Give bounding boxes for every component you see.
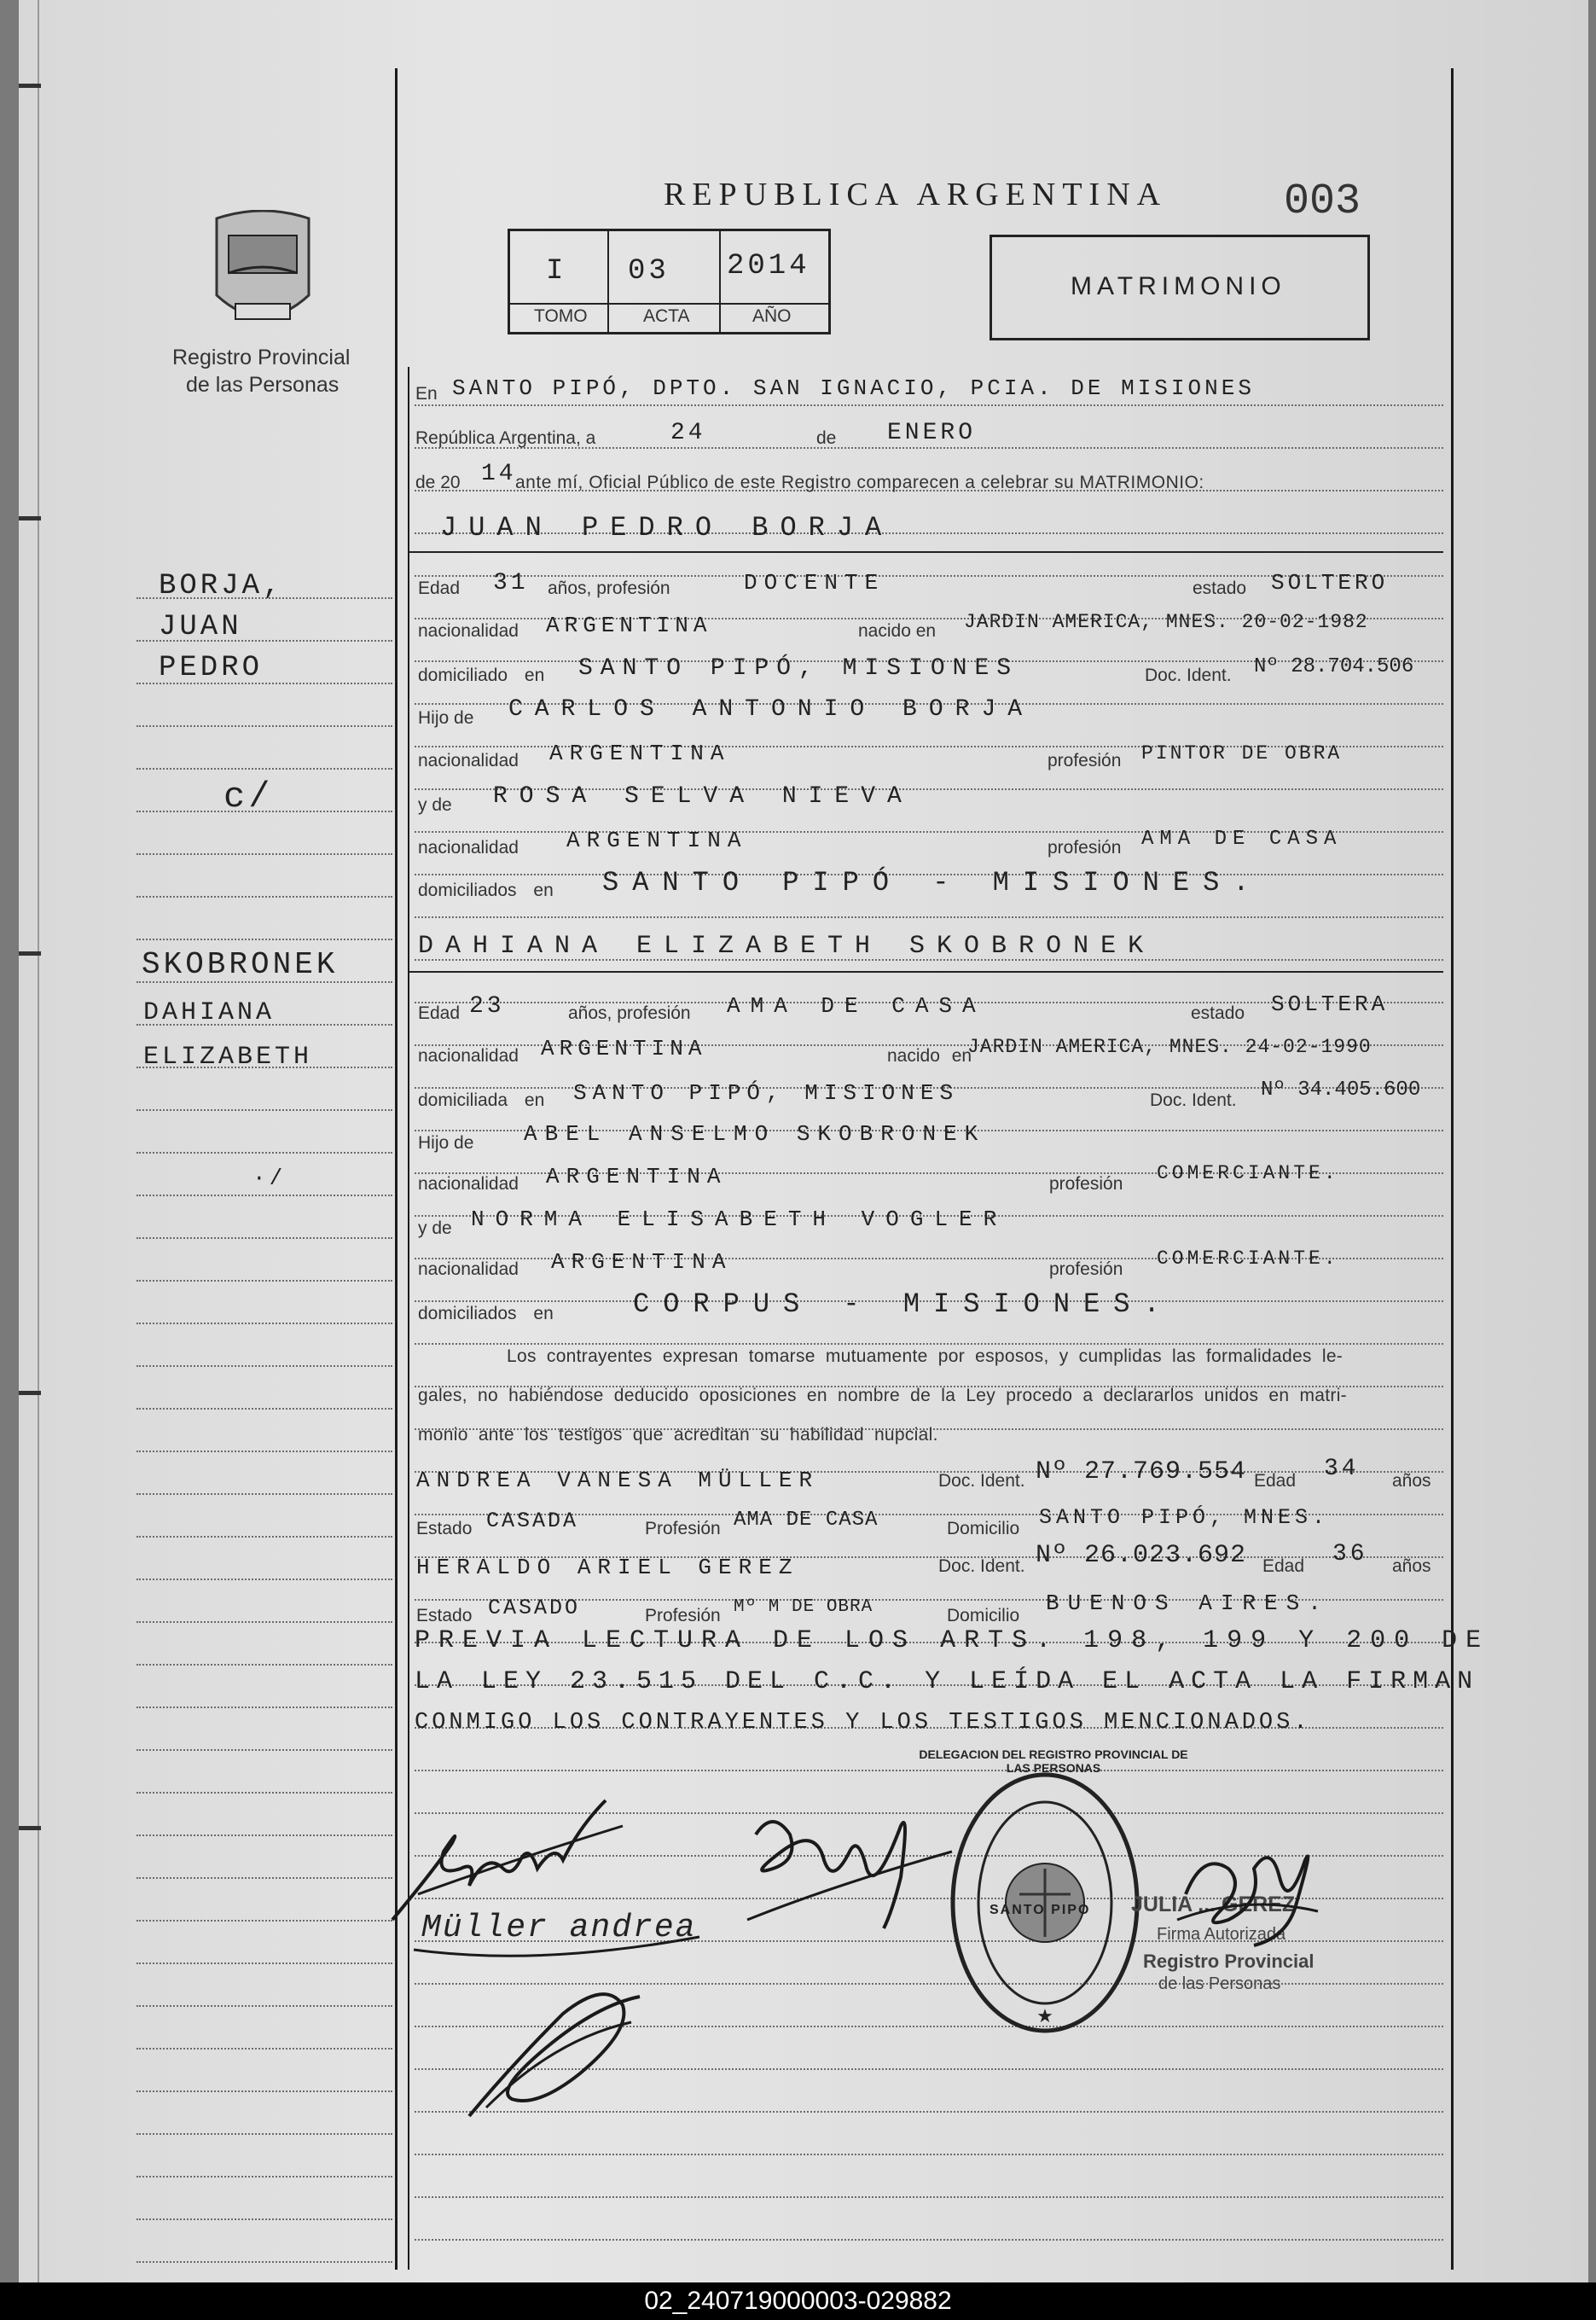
signature-underline-icon [409, 1928, 708, 1971]
acta-type-box [990, 235, 1370, 340]
registry-name-line2: de las Personas [186, 373, 340, 397]
margin-groom-name1: JUAN [159, 611, 242, 643]
groom-parents-domicile: SANTO PIPÓ - MISIONES. [602, 867, 1263, 898]
margin-bride-name2: ELIZABETH [143, 1043, 313, 1072]
groom-mother-nationality: ARGENTINA [566, 828, 748, 853]
section-divider [409, 971, 1443, 973]
closing-line1: PREVIA LECTURA DE LOS ARTS. 198, 199 Y 200 DE [415, 1626, 1490, 1655]
registry-name-line1: Registro Provincial [172, 346, 351, 369]
bride-mother-prof-label: profesión [1049, 1259, 1123, 1279]
bride-mother: NORMA ELISABETH VOGLER [471, 1207, 1008, 1232]
bride-anos-prof-label: años, profesión [568, 1003, 691, 1023]
marriage-year: 14 [481, 461, 517, 487]
groom-mother-nac-label: nacionalidad [418, 838, 519, 858]
margin-rule [136, 1323, 392, 1324]
witness1-domicile: SANTO PIPÓ, MNES. [1039, 1505, 1330, 1530]
en-label: En [415, 384, 438, 404]
margin-groom-surname: BORJA, [159, 570, 284, 602]
groom-fullname: JUAN PEDRO BORJA [440, 512, 894, 544]
bride-father: ABEL ANSELMO SKOBRONEK [524, 1121, 986, 1147]
groom-anos-prof-label: años, profesión [548, 579, 670, 598]
marriage-month: ENERO [887, 420, 977, 446]
binding-hole [19, 951, 41, 956]
margin-rule [136, 2090, 392, 2092]
binding-hole [19, 84, 41, 88]
margin-groom-name2: PEDRO [159, 652, 264, 684]
section-divider [409, 551, 1443, 553]
witness1-prof-label: Profesión [645, 1519, 721, 1538]
witness1-doc: Nº 27.769.554 [1036, 1457, 1247, 1486]
witness2-name: HERALDO ARIEL GEREZ [416, 1555, 799, 1580]
witness1-edad-label: Edad [1254, 1471, 1297, 1491]
groom-yde-label: y de [418, 795, 452, 815]
groom-father-profession: PINTOR DE OBRA [1141, 742, 1343, 765]
margin-rule [136, 1920, 392, 1922]
margin-rule [136, 2218, 392, 2220]
bride-doc-label: Doc. Ident. [1150, 1090, 1237, 1110]
bride-father-nac-label: nacionalidad [418, 1174, 519, 1194]
witness2-edad-label: Edad [1262, 1556, 1305, 1576]
groom-age: 31 [493, 570, 529, 596]
margin-rule [136, 1451, 392, 1452]
margin-rule [136, 1962, 392, 1964]
bride-dom-label: domiciliada en [418, 1090, 545, 1110]
groom-hijo-label: Hijo de [418, 708, 474, 728]
witness2-doc-label: Doc. Ident. [938, 1556, 1025, 1576]
second-witness-signature-icon [461, 1980, 657, 2125]
margin-bride-surname: SKOBRONEK [142, 947, 339, 982]
bride-profession: AMA DE CASA [727, 993, 986, 1019]
bride-nac-label: nacionalidad [418, 1046, 519, 1066]
witness1-dom-label: Domicilio [947, 1519, 1020, 1538]
bride-parents-domicile: CORPUS - MISIONES. [633, 1288, 1174, 1320]
ano-label: AÑO [752, 306, 792, 326]
witness2-age: 36 [1332, 1541, 1368, 1567]
bride-father-profession: COMERCIANTE. [1157, 1162, 1339, 1184]
ano-value: 2014 [727, 250, 810, 282]
witness1-doc-label: Doc. Ident. [938, 1471, 1025, 1491]
margin-rule [136, 1024, 392, 1026]
margin-rule [136, 939, 392, 940]
margin-rule [136, 1792, 392, 1794]
bride-mother-nationality: ARGENTINA [551, 1249, 733, 1275]
margin-rule [136, 1536, 392, 1538]
bride-age: 23 [469, 993, 505, 1020]
acta-type: MATRIMONIO [1071, 272, 1286, 300]
margin-rule [136, 640, 392, 642]
groom-edad-label: Edad [418, 579, 461, 598]
witness2-anos-label: años [1392, 1556, 1431, 1576]
binding-hole [19, 516, 41, 520]
bride-signature-icon [739, 1800, 961, 1937]
margin-rule [136, 1877, 392, 1879]
margin-rule [136, 683, 392, 684]
bride-estado-label: estado [1191, 1003, 1245, 1023]
legal-text-line1: Los contrayentes expresan tomarse mutuamente por esposos, y cumplidas las formalidades le- [507, 1346, 1344, 1366]
margin-mark: ·/ [252, 1166, 287, 1191]
bride-parents-dom-label: domiciliados en [418, 1304, 554, 1323]
margin-rule [136, 597, 392, 599]
groom-nacido-label: nacido en [858, 621, 937, 641]
official-stamp-line4: de las Personas [1158, 1974, 1281, 1993]
tomo-value: I [546, 255, 567, 288]
margin-rule [136, 2176, 392, 2178]
margin-bride-name1: DAHIANA [143, 998, 276, 1027]
groom-mother: ROSA SELVA NIEVA [493, 783, 914, 810]
binding-hole [19, 1391, 41, 1395]
seal-bottom-text: SANTO PIPO [990, 1903, 1091, 1917]
de-label: de [816, 428, 837, 448]
marriage-place: SANTO PIPÓ, DPTO. SAN IGNACIO, PCIA. DE MISIONES [452, 375, 1255, 401]
witness2-domicile: BUENOS AIRES. [1046, 1590, 1330, 1616]
groom-birthplace: JARDIN AMERICA, MNES. 20-02-1982 [964, 611, 1368, 633]
body-rule [415, 404, 1443, 406]
margin-rule [136, 1195, 392, 1196]
margin-rule [136, 1834, 392, 1836]
binding-hole [19, 1826, 41, 1830]
groom-mother-profession: AMA DE CASA [1141, 828, 1343, 851]
margin-rule [136, 2261, 392, 2263]
tomo-label: TOMO [534, 306, 588, 326]
margin-rule [136, 2133, 392, 2135]
margin-rule [136, 811, 392, 812]
groom-dom-label: domiciliado en [418, 666, 545, 685]
official-stamp-line3: Registro Provincial [1143, 1951, 1315, 1972]
groom-father: CARLOS ANTONIO BORJA [508, 696, 1035, 723]
witness2-profession: Mº M DE OBRA [734, 1597, 873, 1617]
seal-ring-text: DELEGACION DEL REGISTRO PROVINCIAL DE LAS PERSONAS [919, 1747, 1188, 1775]
witness1-profession: AMA DE CASA [734, 1509, 879, 1532]
province-shield-icon [210, 210, 316, 336]
official-signature-icon [1169, 1834, 1322, 1954]
groom-doc: Nº 28.704.506 [1254, 655, 1414, 678]
groom-doc-label: Doc. Ident. [1145, 666, 1232, 685]
witness1-anos-label: años [1392, 1471, 1431, 1491]
bride-yde-label: y de [418, 1218, 452, 1238]
witness1-estado-label: Estado [416, 1519, 473, 1538]
bride-birthplace: JARDIN AMERICA, MNES. 24-02-1990 [967, 1036, 1372, 1058]
margin-rule [136, 725, 392, 727]
bride-mother-nac-label: nacionalidad [418, 1259, 519, 1279]
closing-line2: LA LEY 23.515 DEL C.C. Y LEÍDA EL ACTA LA FIRMAN [415, 1667, 1480, 1696]
margin-rule [136, 1621, 392, 1623]
margin-rule [136, 981, 392, 983]
groom-signature-icon [384, 1792, 631, 1928]
bride-father-prof-label: profesión [1049, 1174, 1123, 1194]
groom-nac-label: nacionalidad [418, 621, 519, 641]
groom-estado-label: estado [1193, 579, 1247, 598]
margin-rule [136, 1749, 392, 1751]
margin-rule [136, 1067, 392, 1068]
acta-value: 03 [628, 255, 670, 288]
bride-father-nationality: ARGENTINA [546, 1164, 728, 1189]
margin-rule [136, 1365, 392, 1367]
bride-hijo-label: Hijo de [418, 1133, 474, 1153]
groom-parents-dom-label: domiciliados en [418, 881, 554, 900]
margin-rule [136, 1408, 392, 1410]
bride-nationality: ARGENTINA [541, 1036, 707, 1061]
groom-domicile: SANTO PIPÓ, MISIONES [578, 655, 1019, 682]
margin-rule [136, 1109, 392, 1111]
margin-rule [136, 768, 392, 770]
binding-edge [19, 0, 39, 2282]
witness1-age: 34 [1324, 1456, 1360, 1482]
legal-text-line2: gales, no habiéndose deducido oposiciones en nombre de la Ley procedo a declararlos unidos en matri- [418, 1386, 1347, 1405]
country-heading: REPUBLICA ARGENTINA [664, 177, 1168, 212]
official-stamp-name: JULIA ... GEREZ [1131, 1893, 1296, 1916]
republica-label: República Argentina, a [415, 428, 596, 448]
bride-nacido-label: nacido en [887, 1046, 972, 1066]
witness2-dom-label: Domicilio [947, 1606, 1020, 1625]
groom-estado: SOLTERO [1271, 570, 1389, 596]
groom-profession: DOCENTE [744, 570, 885, 596]
de20-label: de 20 [415, 473, 461, 492]
margin-rule [136, 1237, 392, 1239]
bride-mother-profession: COMERCIANTE. [1157, 1247, 1339, 1270]
body-rule [415, 2154, 1443, 2155]
acta-label: ACTA [643, 306, 690, 326]
body-rule [415, 2239, 1443, 2241]
image-id-footer: 02_240719000003-029882 [0, 2282, 1596, 2320]
witness2-estado: CASADO [488, 1596, 581, 1620]
closing-line3: CONMIGO LOS CONTRAYENTES Y LOS TESTIGOS MENCIONADOS. [415, 1710, 1311, 1736]
legal-text-line3: monio ante los testigos que acreditan su habilidad nupcial. [418, 1425, 938, 1445]
witness2-prof-label: Profesión [645, 1606, 721, 1625]
witness2-doc: Nº 26.023.692 [1036, 1541, 1247, 1570]
body-rule [415, 916, 1443, 918]
svg-text:★: ★ [1036, 2005, 1053, 2026]
margin-rule [136, 1493, 392, 1495]
body-rule [415, 1343, 1443, 1345]
margin-rule [136, 896, 392, 898]
margin-rule [136, 2005, 392, 2007]
official-stamp-line2: Firma Autorizada [1157, 1925, 1286, 1944]
witness1-estado: CASADA [486, 1509, 579, 1533]
margin-rule [136, 1664, 392, 1666]
witness-signature-text: Müller andrea [421, 1910, 697, 1946]
margin-rule [136, 1152, 392, 1154]
frame-left-line-inner [408, 367, 409, 2270]
margin-rule [136, 853, 392, 855]
witness2-estado-label: Estado [416, 1606, 473, 1625]
frame-left-line [395, 68, 398, 2270]
margin-connector: c/ [223, 776, 274, 817]
witness1-name: ANDREA VANESA MÜLLER [416, 1468, 820, 1493]
groom-nationality: ARGENTINA [546, 613, 712, 638]
margin-rule [136, 1579, 392, 1580]
body-rule [415, 2196, 1443, 2198]
margin-rule [136, 1707, 392, 1708]
tomo-acta-ano-box [508, 229, 831, 334]
bride-edad-label: Edad [418, 1003, 461, 1023]
groom-mother-prof-label: profesión [1048, 838, 1122, 858]
margin-rule [136, 2048, 392, 2050]
bride-domicile: SANTO PIPÓ, MISIONES [573, 1080, 960, 1106]
bride-fullname: DAHIANA ELIZABETH SKOBRONEK [418, 932, 1156, 961]
margin-rule [136, 1280, 392, 1282]
marriage-day: 24 [670, 420, 706, 446]
frame-right-line [1451, 68, 1454, 2270]
intro-text: ante mí, Oficial Público de este Registro comparecen a celebrar su MATRIMONIO: [515, 473, 1204, 492]
page-number: 003 [1284, 177, 1361, 226]
groom-father-prof-label: profesión [1048, 751, 1122, 770]
groom-father-nationality: ARGENTINA [549, 741, 731, 766]
bride-doc: Nº 34.405.600 [1261, 1079, 1421, 1102]
groom-father-nac-label: nacionalidad [418, 751, 519, 770]
bride-estado: SOLTERA [1271, 991, 1389, 1017]
